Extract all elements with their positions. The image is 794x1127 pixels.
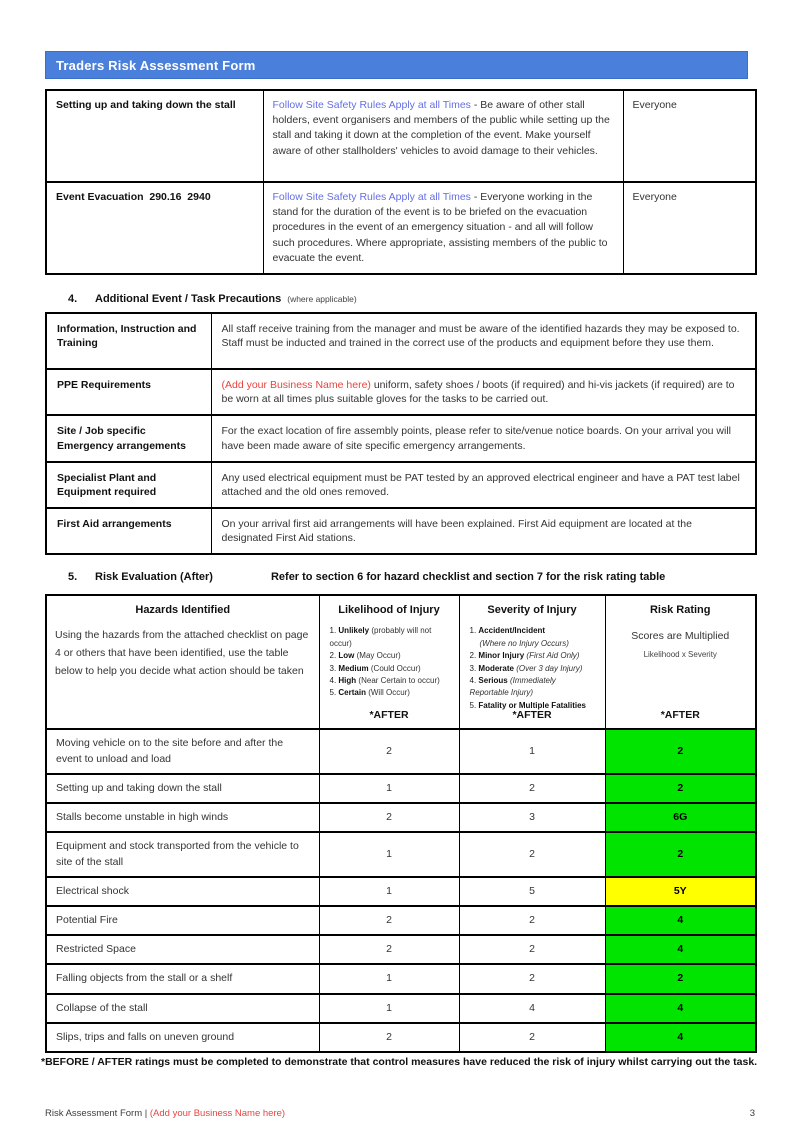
page-footer bbox=[45, 1108, 755, 1119]
footer-form-name: Risk Assessment Form | bbox=[45, 1107, 150, 1119]
legend-item: 2. Low (May Occur) bbox=[329, 651, 401, 661]
table-row bbox=[46, 508, 756, 554]
task-cell: Event Evacuation 290.16 2940 bbox=[46, 182, 263, 274]
who-cell: Everyone bbox=[623, 182, 756, 274]
severity-column-header bbox=[459, 595, 605, 729]
likelihood-value: 1 bbox=[319, 964, 459, 993]
precaution-label: Site / Job specific Emergency arrangements bbox=[46, 415, 211, 461]
section-note: (where applicable) bbox=[287, 294, 357, 305]
legend-item: 4. Serious (Immediately Reportable Injury) bbox=[469, 676, 556, 698]
risk-table-header-row bbox=[46, 595, 756, 729]
risk-rating-value: 2 bbox=[605, 729, 756, 773]
table-row bbox=[46, 90, 756, 182]
section-title: Additional Event / Task Precautions bbox=[95, 293, 282, 306]
likelihood-value: 2 bbox=[319, 906, 459, 935]
risk-row bbox=[46, 774, 756, 803]
legend-item: 3. Medium (Could Occur) bbox=[329, 663, 421, 673]
hazard-cell: Restricted Space bbox=[46, 935, 319, 964]
precaution-text bbox=[211, 415, 756, 461]
section-5-heading bbox=[45, 571, 755, 583]
section-4-heading bbox=[45, 293, 755, 305]
hazard-cell: Moving vehicle on to the site before and after the event to unload and load bbox=[46, 729, 319, 773]
section-number: 5. bbox=[68, 571, 78, 584]
likelihood-legend bbox=[328, 625, 451, 699]
legend-item: 1. Accident/Incident (Where no Injury Occurs) bbox=[469, 626, 569, 648]
column-title: Risk Rating bbox=[649, 604, 711, 617]
likelihood-value: 2 bbox=[319, 1023, 459, 1052]
risk-evaluation-table bbox=[45, 594, 757, 1053]
likelihood-value: 2 bbox=[319, 803, 459, 832]
severity-value: 1 bbox=[459, 729, 605, 773]
risk-rating-value: 4 bbox=[605, 906, 756, 935]
severity-value: 2 bbox=[459, 935, 605, 964]
table-row bbox=[46, 415, 756, 461]
risk-row bbox=[46, 994, 756, 1023]
after-label: *AFTER bbox=[369, 709, 409, 722]
precaution-body: On your arrival first aid arrangements will have been explained. First Aid equipment are located at the designated First Aid stations. bbox=[221, 518, 692, 545]
section-subtitle: Refer to section 6 for hazard checklist and section 7 for the risk rating table bbox=[270, 571, 666, 584]
risk-rating-value: 6G bbox=[605, 803, 756, 832]
hazard-cell: Setting up and taking down the stall bbox=[46, 774, 319, 803]
legend-item: 3. Moderate (Over 3 day Injury) bbox=[469, 663, 583, 673]
risk-row bbox=[46, 803, 756, 832]
after-label: *AFTER bbox=[512, 709, 552, 722]
severity-value: 2 bbox=[459, 832, 605, 876]
risk-rating-value: 2 bbox=[605, 964, 756, 993]
risk-rating-value: 2 bbox=[605, 774, 756, 803]
precaution-text bbox=[211, 369, 756, 415]
likelihood-value: 1 bbox=[319, 994, 459, 1023]
risk-rating-column-header bbox=[605, 595, 756, 729]
footer-business-name-placeholder: (Add your Business Name here) bbox=[149, 1107, 286, 1119]
column-title: Severity of Injury bbox=[487, 604, 577, 617]
precaution-label: Specialist Plant and Equipment required bbox=[46, 462, 211, 508]
table-row bbox=[46, 462, 756, 508]
column-description: Using the hazards from the attached checklist on page 4 or others that have been identified, use the table below to help you decide what action should be taken bbox=[55, 629, 309, 678]
control-detail: - Everyone working in the stand for the duration of the event is to be briefed on the evacuation procedures in the event of an emergency situation - and all will follow such procedures. Where appropriate, assisting members of the public to evacuate the event. bbox=[272, 191, 608, 264]
likelihood-value: 2 bbox=[319, 729, 459, 773]
risk-rating-value: 4 bbox=[605, 994, 756, 1023]
legend-item: 5. Fatality or Multiple Fatalities bbox=[469, 700, 586, 710]
table-row bbox=[46, 313, 756, 369]
precaution-label: PPE Requirements bbox=[46, 369, 211, 415]
control-measure-cell bbox=[263, 182, 623, 274]
precautions-table bbox=[45, 312, 757, 555]
severity-value: 2 bbox=[459, 1023, 605, 1052]
precaution-body: All staff receive training from the manager and must be aware of the identified hazards they may be exposed to. Staff must be inducted and trained in the correct use of the products and equipment before they use them. bbox=[221, 323, 740, 350]
severity-value: 2 bbox=[459, 964, 605, 993]
before-after-footnote: *BEFORE / AFTER ratings must be completed to demonstrate that control measures have reduced the risk of injury whilst carrying out the task. bbox=[41, 1056, 758, 1069]
risk-row bbox=[46, 729, 756, 773]
risk-row bbox=[46, 832, 756, 876]
table-row bbox=[46, 369, 756, 415]
precaution-text bbox=[211, 462, 756, 508]
risk-rating-value: 5Y bbox=[605, 877, 756, 906]
precaution-text bbox=[211, 313, 756, 369]
rating-subtitle: Scores are Multiplied bbox=[631, 630, 730, 643]
likelihood-value: 1 bbox=[319, 774, 459, 803]
safety-rules-link[interactable]: Follow Site Safety Rules Apply at all Times bbox=[272, 191, 471, 203]
hazard-cell: Stalls become unstable in high winds bbox=[46, 803, 319, 832]
risk-rating-value: 2 bbox=[605, 832, 756, 876]
precaution-text bbox=[211, 508, 756, 554]
severity-value: 2 bbox=[459, 774, 605, 803]
hazard-cell: Equipment and stock transported from the vehicle to site of the stall bbox=[46, 832, 319, 876]
rating-formula: Likelihood x Severity bbox=[643, 650, 717, 660]
precaution-label: Information, Instruction and Training bbox=[46, 313, 211, 369]
risk-row bbox=[46, 964, 756, 993]
precaution-body: uniform, safety shoes / boots (if required) and hi-vis jackets (if required) are to be worn at all times plus suitable gloves for the tasks to be carried out. bbox=[221, 379, 735, 406]
column-title: Likelihood of Injury bbox=[338, 604, 440, 617]
business-name-placeholder: (Add your Business Name here) bbox=[221, 379, 371, 392]
table-row bbox=[46, 182, 756, 274]
hazard-cell: Slips, trips and falls on uneven ground bbox=[46, 1023, 319, 1052]
form-title-bar bbox=[45, 51, 748, 79]
hazard-cell: Potential Fire bbox=[46, 906, 319, 935]
section-number: 4. bbox=[68, 293, 78, 306]
severity-legend bbox=[468, 625, 597, 712]
column-title: Hazards Identified bbox=[135, 604, 231, 617]
section-title: Risk Evaluation (After) bbox=[95, 571, 213, 584]
severity-value: 5 bbox=[459, 877, 605, 906]
control-measure-cell bbox=[263, 90, 623, 182]
hazard-cell: Falling objects from the stall or a shelf bbox=[46, 964, 319, 993]
precaution-label: First Aid arrangements bbox=[46, 508, 211, 554]
control-detail: - Be aware of other stall holders, event organisers and members of the public while setting up the stall and taking it down at the completion of the event. Make yourself aware of other stallholders' vehicles to avoid damage to their vehicles. bbox=[272, 99, 610, 157]
risk-row bbox=[46, 1023, 756, 1052]
form-title: Traders Risk Assessment Form bbox=[56, 57, 256, 73]
hazard-cell: Electrical shock bbox=[46, 877, 319, 906]
legend-item: 4. High (Near Certain to occur) bbox=[329, 676, 440, 686]
risk-rating-value: 4 bbox=[605, 1023, 756, 1052]
controls-table bbox=[45, 89, 757, 275]
footer-left bbox=[45, 1108, 285, 1119]
hazards-column-header bbox=[46, 595, 319, 729]
risk-rating-value: 4 bbox=[605, 935, 756, 964]
likelihood-value: 2 bbox=[319, 935, 459, 964]
legend-item: 2. Minor Injury (First Aid Only) bbox=[469, 651, 580, 661]
after-label: *AFTER bbox=[660, 709, 700, 722]
legend-item: 5. Certain (Will Occur) bbox=[329, 688, 410, 698]
who-cell: Everyone bbox=[623, 90, 756, 182]
page-number: 3 bbox=[749, 1107, 755, 1119]
risk-row bbox=[46, 935, 756, 964]
precaution-body: Any used electrical equipment must be PAT tested by an approved electrical engineer and have a PAT test label attached and the old ones removed. bbox=[221, 471, 740, 498]
hazard-cell: Collapse of the stall bbox=[46, 994, 319, 1023]
task-cell: Setting up and taking down the stall bbox=[46, 90, 263, 182]
legend-item: 1. Unlikely (probably will not occur) bbox=[329, 626, 432, 648]
likelihood-column-header bbox=[319, 595, 459, 729]
safety-rules-link[interactable]: Follow Site Safety Rules Apply at all Times bbox=[272, 99, 471, 111]
likelihood-value: 1 bbox=[319, 832, 459, 876]
risk-row bbox=[46, 877, 756, 906]
severity-value: 4 bbox=[459, 994, 605, 1023]
precaution-body: For the exact location of fire assembly points, please refer to site/venue notice boards. On your arrival you will have been made aware of site specific emergency arrangements. bbox=[221, 425, 731, 452]
likelihood-value: 1 bbox=[319, 877, 459, 906]
severity-value: 3 bbox=[459, 803, 605, 832]
severity-value: 2 bbox=[459, 906, 605, 935]
risk-row bbox=[46, 906, 756, 935]
